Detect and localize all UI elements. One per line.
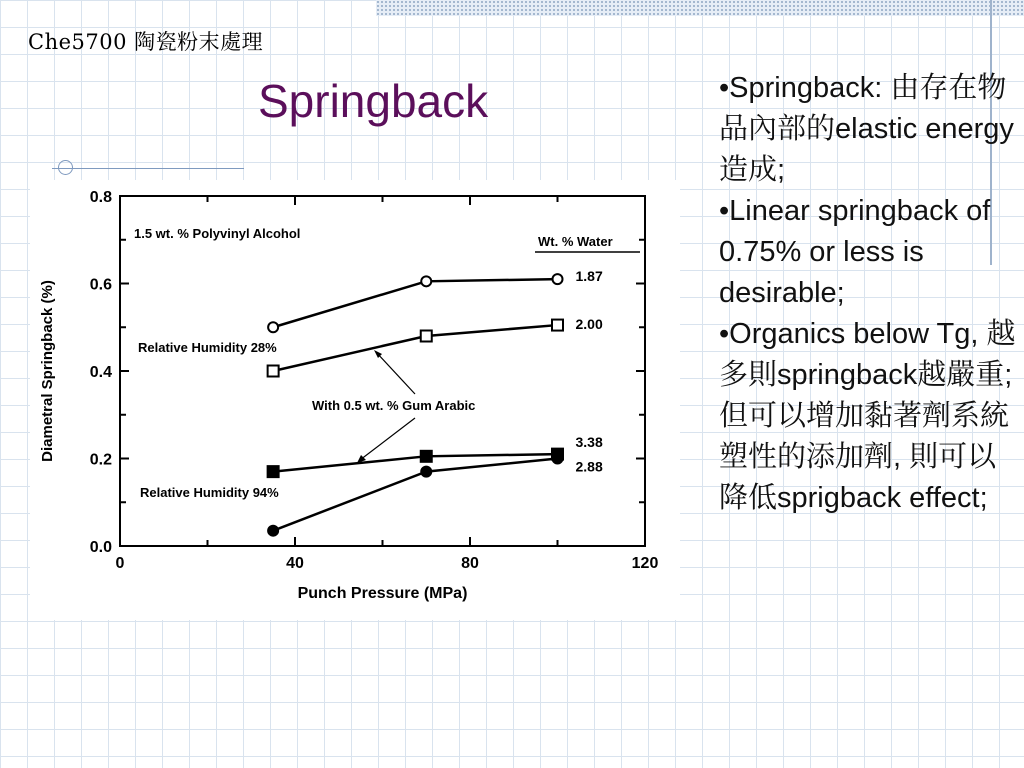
annotation-gum: With 0.5 wt. % Gum Arabic bbox=[312, 398, 476, 413]
y-tick-label: 0.4 bbox=[89, 364, 112, 381]
x-tick-label: 0 bbox=[115, 555, 125, 572]
slide-title: Springback bbox=[258, 75, 489, 127]
series-label: 2.88 bbox=[575, 458, 603, 475]
course-label: Che5700 陶瓷粉末處理 bbox=[28, 30, 264, 54]
arrow-line bbox=[360, 418, 415, 460]
data-point bbox=[553, 274, 563, 284]
series-line bbox=[273, 325, 557, 371]
bullet-item: •Springback: 由存在物品內部的elastic energy造成; bbox=[719, 72, 1014, 186]
data-point bbox=[421, 276, 431, 286]
x-axis-label: Punch Pressure (MPa) bbox=[297, 585, 468, 602]
annotation-pva: 1.5 wt. % Polyvinyl Alcohol bbox=[134, 226, 301, 241]
bullet-item: •Organics below Tg, 越多則springback越嚴重; 但可以增加黏著劑系統塑性的添加劑, 則可以降低sprigback effect; bbox=[719, 318, 1016, 514]
chart-svg bbox=[30, 180, 680, 620]
y-tick-label: 0.2 bbox=[89, 451, 112, 469]
title-underline bbox=[52, 168, 244, 169]
springback-chart bbox=[30, 180, 680, 620]
bullet-list bbox=[719, 68, 1019, 519]
legend-header: Wt. % Water bbox=[538, 234, 613, 249]
data-point bbox=[421, 467, 431, 477]
data-point bbox=[553, 454, 563, 464]
data-point bbox=[268, 366, 279, 377]
series-line bbox=[273, 279, 557, 327]
data-point bbox=[268, 466, 279, 477]
series-line bbox=[273, 459, 557, 531]
y-tick-label: 0.0 bbox=[89, 539, 112, 556]
data-point bbox=[268, 322, 278, 332]
series-label: 1.87 bbox=[575, 268, 603, 285]
series-label: 2.00 bbox=[575, 316, 603, 333]
header-band bbox=[376, 0, 1024, 16]
series-label: 3.38 bbox=[575, 434, 603, 451]
data-point bbox=[552, 320, 563, 331]
annotation-rh28: Relative Humidity 28% bbox=[138, 340, 277, 355]
annotation-rh94: Relative Humidity 94% bbox=[140, 485, 279, 500]
bullet-item: •Linear springback of 0.75% or less is desirable; bbox=[719, 195, 991, 309]
y-tick-label: 0.8 bbox=[89, 189, 112, 206]
data-point bbox=[421, 451, 432, 462]
x-tick-label: 80 bbox=[461, 555, 479, 572]
data-point bbox=[268, 526, 278, 536]
data-point bbox=[421, 331, 432, 342]
x-tick-label: 120 bbox=[631, 555, 659, 572]
y-tick-label: 0.6 bbox=[89, 276, 112, 294]
x-tick-label: 40 bbox=[286, 555, 304, 572]
y-axis-label: Diametral Springback (%) bbox=[39, 280, 56, 462]
decorative-circle-icon bbox=[58, 160, 73, 175]
arrow-line bbox=[376, 352, 415, 394]
